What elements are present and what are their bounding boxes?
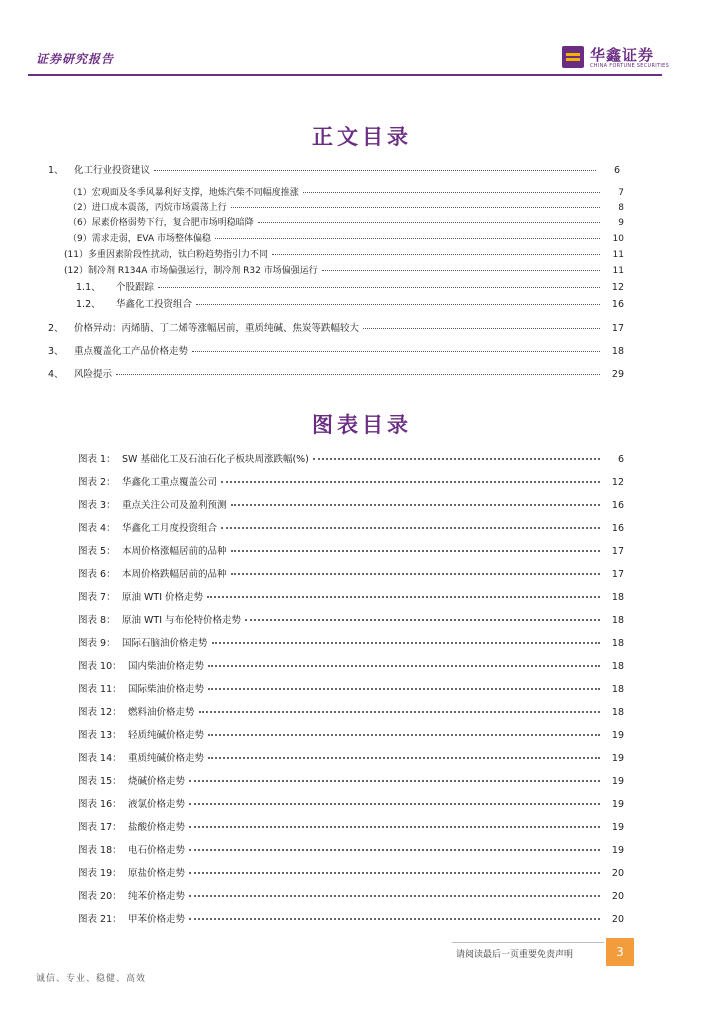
figure-entry-page: 18 (611, 661, 624, 672)
toc-entry[interactable] (68, 215, 624, 228)
toc-entry-text: 价格异动：丙烯腈、丁二烯等涨幅居前，重质纯碱、焦炭等跌幅较大 (74, 323, 360, 334)
figure-entry[interactable] (78, 520, 624, 534)
toc-entry-text: 华鑫化工投资组合 (116, 299, 193, 310)
figure-entry-text: 甲苯价格走势 (128, 914, 186, 925)
figure-entry-label: 图表 4： (78, 523, 116, 534)
toc-entry-text: （6）尿素价格弱势下行，复合肥市场明稳暗降 (68, 218, 254, 228)
figure-entry-text: 国际石脑油价格走势 (122, 638, 208, 649)
dot-leader (158, 286, 600, 288)
dot-leader (189, 779, 600, 782)
figure-entry-text: 重质纯碱价格走势 (128, 753, 205, 764)
toc-entry[interactable] (76, 279, 624, 293)
figure-entry-text: 液氯价格走势 (128, 799, 186, 810)
figure-entry[interactable] (78, 612, 624, 626)
figure-entry[interactable] (78, 681, 624, 695)
toc-entry[interactable] (48, 343, 624, 357)
figure-entry-label: 图表 11： (78, 684, 122, 695)
figure-entry-text: 本周价格跌幅居前的品种 (122, 569, 227, 580)
figure-entry[interactable] (78, 819, 624, 833)
toc-entry-text: （9）需求走弱，EVA 市场整体偏稳 (68, 234, 212, 244)
figure-entry[interactable] (78, 589, 624, 603)
disclaimer-note: 请阅读最后一页重要免责声明 (456, 950, 574, 960)
figure-entry-label: 图表 20： (78, 891, 122, 902)
dot-leader (189, 848, 600, 851)
toc-entry-page: 10 (612, 234, 624, 244)
figure-entry-text: 轻质纯碱价格走势 (128, 730, 205, 741)
figure-entry-page: 19 (611, 799, 624, 810)
dot-leader (196, 303, 600, 305)
dot-leader (189, 894, 600, 897)
figure-entry[interactable] (78, 566, 624, 580)
figure-entry[interactable] (78, 727, 624, 741)
toc-entry[interactable] (68, 185, 624, 198)
dot-leader (363, 327, 600, 329)
figure-entry-page: 20 (611, 914, 624, 925)
figure-entry-label: 图表 3： (78, 500, 116, 511)
figure-entry-label: 图表 8： (78, 615, 116, 626)
figure-entry-page: 18 (611, 615, 624, 626)
dot-leader (189, 825, 600, 828)
dot-leader (189, 802, 600, 805)
dot-leader (192, 350, 600, 352)
dot-leader (212, 641, 600, 644)
toc-entry-page: 17 (611, 323, 624, 334)
dot-leader (303, 191, 600, 193)
dot-leader (231, 503, 600, 506)
toc-entry-number: 1.1、 (76, 282, 101, 293)
figure-entry-page: 20 (611, 891, 624, 902)
figure-entry-text: 烧碱价格走势 (128, 776, 186, 787)
dot-leader (208, 664, 600, 667)
figure-entry-label: 图表 13： (78, 730, 122, 741)
figure-entry[interactable] (78, 658, 624, 672)
figure-entry-page: 16 (611, 500, 624, 511)
figure-entry-text: 电石价格走势 (128, 845, 186, 856)
toc-entry[interactable] (64, 247, 624, 260)
figure-entry[interactable] (78, 704, 624, 718)
toc-entry-number: 3、 (48, 346, 64, 357)
figure-entry-text: 华鑫化工月度投资组合 (122, 523, 218, 534)
figure-entry[interactable] (78, 888, 624, 902)
figure-entry-page: 19 (611, 753, 624, 764)
dot-leader (215, 237, 600, 239)
figure-entry[interactable] (78, 497, 624, 511)
figure-entry-label: 图表 6： (78, 569, 116, 580)
logo-mark-icon (562, 46, 584, 68)
figure-entry-label: 图表 18： (78, 845, 122, 856)
figure-entry-page: 18 (611, 638, 624, 649)
toc-entry-text: 风险提示 (74, 369, 113, 380)
toc-entry-text: (11）多重因素阶段性扰动，钛白粉趋势指引力不同 (64, 250, 268, 260)
toc-entry-number: 1.2、 (76, 299, 101, 310)
figure-entry-page: 18 (611, 684, 624, 695)
toc-entry-number: 1、 (48, 165, 64, 176)
figure-entry-page: 6 (617, 454, 624, 465)
toc-entry-text: （1）宏观面及冬季风暴利好支撑，地炼汽柴不同幅度推涨 (68, 188, 299, 198)
brand-logo (562, 44, 670, 72)
figure-entry-text: SW 基础化工及石油石化子板块周涨跌幅(%) (122, 454, 309, 465)
figure-entry[interactable] (78, 451, 624, 465)
figure-entry-text: 原油 WTI 与布伦特价格走势 (122, 615, 242, 626)
toc-entry-text: 化工行业投资建议 (74, 165, 151, 176)
header-divider (28, 74, 662, 76)
figure-entry-label: 图表 19： (78, 868, 122, 879)
figure-entry-label: 图表 21： (78, 914, 122, 925)
toc-entry-page: 11 (612, 266, 624, 276)
dot-leader (231, 206, 600, 208)
toc-entry-page: 29 (611, 369, 624, 380)
dot-leader (322, 269, 600, 271)
figure-entry-page: 17 (611, 569, 624, 580)
toc-entry-page: 7 (618, 188, 624, 198)
figure-entry-page: 19 (611, 822, 624, 833)
company-slogan: 诚信、专业、稳健、高效 (36, 974, 147, 984)
figure-entry-page: 17 (611, 546, 624, 557)
figure-entry[interactable] (78, 635, 624, 649)
figure-entry[interactable] (78, 773, 624, 787)
figure-entry-label: 图表 9： (78, 638, 116, 649)
figure-entry-text: 本周价格涨幅居前的品种 (122, 546, 227, 557)
toc-entry-page: 18 (611, 346, 624, 357)
toc-entry-page: 6 (613, 165, 620, 176)
toc-entry[interactable] (48, 320, 624, 334)
figure-entry-label: 图表 12： (78, 707, 122, 718)
toc-entry-text: 重点覆盖化工产品价格走势 (74, 346, 189, 357)
dot-leader (208, 687, 600, 690)
toc-entry-text: （2）进口成本震荡，丙烷市场震荡上行 (68, 203, 227, 213)
figure-entry-page: 18 (611, 707, 624, 718)
figure-entry[interactable] (78, 474, 624, 488)
figure-entry-label: 图表 7： (78, 592, 116, 603)
toc-entry-number: 2、 (48, 323, 64, 334)
figure-entry-label: 图表 1： (78, 454, 116, 465)
toc-entry[interactable] (76, 296, 624, 310)
figure-toc-title: 图表目录 (312, 412, 412, 437)
toc-entry-page: 11 (612, 250, 624, 260)
dot-leader (154, 169, 596, 171)
toc-entry-page: 12 (611, 282, 624, 293)
page-number-badge: 3 (606, 938, 634, 966)
figure-entry-page: 19 (611, 845, 624, 856)
figure-entry-text: 华鑫化工重点覆盖公司 (122, 477, 218, 488)
figure-entry[interactable] (78, 796, 624, 810)
toc-entry-text: (12）制冷剂 R134A 市场偏强运行，制冷剂 R32 市场偏强运行 (64, 266, 318, 276)
toc-entry-page: 9 (618, 218, 624, 228)
figure-entry[interactable] (78, 865, 624, 879)
figure-entry-text: 国际柴油价格走势 (128, 684, 205, 695)
toc-entry-number: 4、 (48, 369, 64, 380)
dot-leader (208, 756, 600, 759)
dot-leader (231, 549, 600, 552)
dot-leader (258, 221, 600, 223)
figure-entry-label: 图表 15： (78, 776, 122, 787)
dot-leader (208, 733, 600, 736)
figure-entry-label: 图表 5： (78, 546, 116, 557)
toc-entry[interactable] (48, 162, 620, 176)
figure-entry-page: 20 (611, 868, 624, 879)
dot-leader (221, 526, 600, 529)
dot-leader (221, 480, 600, 483)
figure-entry[interactable] (78, 750, 624, 764)
dot-leader (231, 572, 600, 575)
logo-name-en: CHINA FORTUNE SECURITIES (590, 63, 670, 69)
figure-entry-page: 12 (611, 477, 624, 488)
main-toc-title: 正文目录 (312, 124, 412, 149)
dot-leader (272, 253, 600, 255)
dot-leader (207, 595, 600, 598)
figure-entry-page: 16 (611, 523, 624, 534)
toc-entry[interactable] (68, 200, 624, 213)
toc-entry-page: 8 (618, 203, 624, 213)
figure-entry-text: 燃料油价格走势 (128, 707, 195, 718)
figure-entry-text: 原盐价格走势 (128, 868, 186, 879)
figure-entry-label: 图表 10： (78, 661, 122, 672)
figure-entry-label: 图表 2： (78, 477, 116, 488)
figure-entry[interactable] (78, 543, 624, 557)
figure-entry-label: 图表 14： (78, 753, 122, 764)
toc-entry[interactable] (68, 231, 624, 244)
report-type-label: 证券研究报告 (36, 52, 115, 66)
figure-entry[interactable] (78, 911, 624, 925)
figure-entry-text: 原油 WTI 价格走势 (122, 592, 204, 603)
figure-entry-page: 19 (611, 776, 624, 787)
dot-leader (245, 618, 600, 621)
dot-leader (313, 457, 600, 460)
toc-entry-text: 个股跟踪 (116, 282, 155, 293)
figure-entry-page: 18 (611, 592, 624, 603)
dot-leader (199, 710, 600, 713)
toc-entry-page: 16 (611, 299, 624, 310)
figure-entry-text: 重点关注公司及盈利预测 (122, 500, 227, 511)
figure-entry[interactable] (78, 842, 624, 856)
figure-entry-text: 纯苯价格走势 (128, 891, 186, 902)
figure-entry-text: 盐酸价格走势 (128, 822, 186, 833)
figure-entry-label: 图表 17： (78, 822, 122, 833)
dot-leader (189, 871, 600, 874)
logo-name-cn: 华鑫证券 (590, 46, 655, 64)
figure-entry-label: 图表 16： (78, 799, 122, 810)
figure-entry-text: 国内柴油价格走势 (128, 661, 205, 672)
dot-leader (116, 373, 600, 375)
toc-entry[interactable] (48, 366, 624, 380)
toc-entry[interactable] (64, 263, 624, 276)
figure-entry-page: 19 (611, 730, 624, 741)
dot-leader (189, 917, 600, 920)
